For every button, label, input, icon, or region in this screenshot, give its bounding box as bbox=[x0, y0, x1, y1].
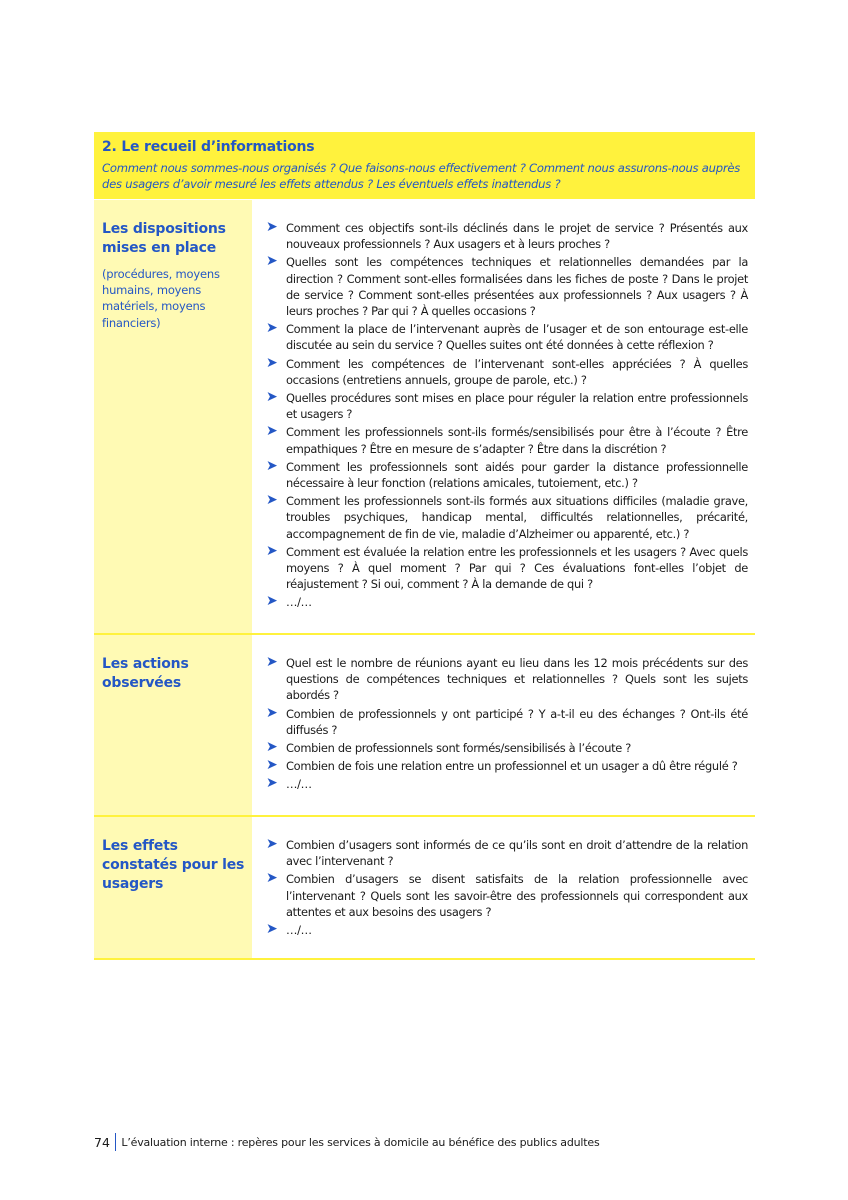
list-item-text: …/… bbox=[286, 923, 312, 938]
list-item bbox=[266, 356, 748, 388]
arrow-bullet-icon: ➤ bbox=[266, 492, 278, 509]
page-number: 74 bbox=[94, 1134, 110, 1150]
list-item-text: Quelles sont les compétences techniques et relationnelles demandées par la direction ? Comment sont-elles formalisées dans les fiches de poste ? Dans le projet de service ? Comment sont-elles présentées aux professionnels ? Aux usagers ? À leurs proches ? Par qui ? À quelles occasions ? bbox=[286, 255, 748, 319]
list-item-text: Comment est évaluée la relation entre les professionnels et les usagers ? Avec quels moyens ? À quel moment ? Par qui ? Ces évaluations font-elles l’objet de réajustement ? Si oui, comment ? À la demande de qui ? bbox=[286, 544, 748, 592]
question-list bbox=[266, 220, 748, 613]
arrow-bullet-icon: ➤ bbox=[266, 654, 278, 670]
list-item bbox=[266, 254, 748, 319]
list-item bbox=[266, 871, 748, 920]
list-item bbox=[266, 424, 748, 456]
question-list bbox=[266, 655, 748, 795]
list-item bbox=[266, 459, 748, 491]
arrow-bullet-icon: ➤ bbox=[266, 921, 278, 938]
list-item bbox=[266, 493, 748, 542]
list-item bbox=[266, 837, 748, 869]
list-item bbox=[266, 321, 748, 353]
arrow-bullet-icon: ➤ bbox=[266, 775, 278, 792]
list-item-text: Combien d’usagers se disent satisfaits de la relation professionnelle avec l’intervenant ? Quels sont les savoir-être des professionnels qui correspondent aux attentes et aux besoins des usagers ? bbox=[286, 872, 748, 919]
footer-text: L’évaluation interne : repères pour les services à domicile au bénéfice des publics adultes bbox=[121, 1135, 600, 1149]
list-item bbox=[266, 740, 748, 756]
list-item-text: Comment les compétences de l’intervenant sont-elles appréciées ? À quelles occasions (entretiens annuels, groupe de parole, etc.) ? bbox=[286, 356, 748, 387]
list-item-text: Combien de fois une relation entre un professionnel et un usager a dû être régulé ? bbox=[286, 759, 738, 774]
arrow-bullet-icon: ➤ bbox=[266, 320, 278, 337]
list-item bbox=[266, 594, 748, 610]
section-title: 2. Le recueil d’informations bbox=[102, 139, 315, 155]
list-item-text: …/… bbox=[286, 595, 312, 610]
list-item-text: Combien de professionnels sont formés/sensibilisés à l’écoute ? bbox=[286, 741, 632, 756]
section-question: Comment nous sommes-nous organisés ? Que faisons-nous effectivement ? Comment nous assurons-nous auprès des usagers d’avoir mesuré les effets attendus ? Les éventuels effets inattendus ? bbox=[102, 161, 741, 191]
page-footer bbox=[94, 1133, 599, 1151]
list-item-text: …/… bbox=[286, 777, 312, 792]
section-header bbox=[94, 132, 755, 199]
section-label-panel bbox=[94, 200, 252, 633]
list-item-text: Quel est le nombre de réunions ayant eu lieu dans les 12 mois précédents sur des questions de compétences techniques et relationnelles ? Quels sont les sujets abordés ? bbox=[286, 656, 748, 703]
section-label-title: Les actions observées bbox=[102, 656, 189, 691]
list-item-text: Comment ces objectifs sont-ils déclinés dans le projet de service ? Présentés aux nouveaux professionnels ? Aux usagers et à leurs proches ? bbox=[286, 221, 748, 252]
section-dispositions bbox=[94, 200, 755, 635]
arrow-bullet-icon: ➤ bbox=[266, 836, 278, 852]
arrow-bullet-icon: ➤ bbox=[266, 389, 278, 406]
list-item-text: Comment les professionnels sont aidés pour garder la distance professionnelle nécessaire à leur fonction (relations amicales, tutoiement, etc.) ? bbox=[286, 459, 748, 491]
section-label-title: Les dispositions mises en place bbox=[102, 221, 226, 256]
list-item-text: Quelles procédures sont mises en place pour réguler la relation entre professionnels et usagers ? bbox=[286, 391, 748, 422]
list-item bbox=[266, 758, 748, 774]
list-item-text: Combien de professionnels y ont participé ? Y a-t-il eu des échanges ? Ont-ils été diffusés ? bbox=[286, 706, 748, 737]
list-item bbox=[266, 706, 748, 738]
list-item-text: Comment la place de l’intervenant auprès de l’usager et de son entourage est-elle discutée au sein du service ? Quelles suites ont été données à cette réflexion ? bbox=[286, 322, 748, 353]
section-label-title: Les effets constatés pour les usagers bbox=[102, 838, 245, 892]
list-item bbox=[266, 544, 748, 593]
arrow-bullet-icon: ➤ bbox=[266, 354, 278, 371]
list-item-text: Comment les professionnels sont-ils formés aux situations difficiles (maladie grave, troubles psychiques, handicap mental, difficultés relationnelles, précarité, accompagnement de fin de vie, maladie d’Alzheimer ou apparenté, etc.) ? bbox=[286, 494, 748, 541]
arrow-bullet-icon: ➤ bbox=[266, 593, 278, 610]
arrow-bullet-icon: ➤ bbox=[266, 739, 278, 756]
arrow-bullet-icon: ➤ bbox=[266, 253, 278, 270]
list-item bbox=[266, 390, 748, 422]
arrow-bullet-icon: ➤ bbox=[266, 757, 278, 774]
footer-divider bbox=[115, 1133, 117, 1151]
section-actions bbox=[94, 635, 755, 817]
arrow-bullet-icon: ➤ bbox=[266, 704, 278, 721]
question-list bbox=[266, 837, 748, 940]
list-item bbox=[266, 655, 748, 704]
arrow-bullet-icon: ➤ bbox=[266, 542, 278, 559]
arrow-bullet-icon: ➤ bbox=[266, 423, 278, 440]
list-item-text: Combien d’usagers sont informés de ce qu’ils sont en droit d’attendre de la relation avec l’intervenant ? bbox=[286, 838, 748, 869]
section-label-panel bbox=[94, 635, 252, 815]
list-item bbox=[266, 922, 748, 938]
section-effets bbox=[94, 817, 755, 960]
list-item bbox=[266, 220, 748, 252]
section-label-panel bbox=[94, 817, 252, 958]
arrow-bullet-icon: ➤ bbox=[266, 457, 278, 474]
section-label-subtitle: (procédures, moyens humains, moyens matériels, moyens financiers) bbox=[102, 267, 220, 330]
list-item-text: Comment les professionnels sont-ils formés/sensibilisés pour être à l’écoute ? Être empathiques ? Être en mesure de s’adapter ? Être dans la discrétion ? bbox=[286, 425, 748, 456]
arrow-bullet-icon: ➤ bbox=[266, 870, 278, 887]
arrow-bullet-icon: ➤ bbox=[266, 219, 278, 235]
list-item bbox=[266, 776, 748, 792]
